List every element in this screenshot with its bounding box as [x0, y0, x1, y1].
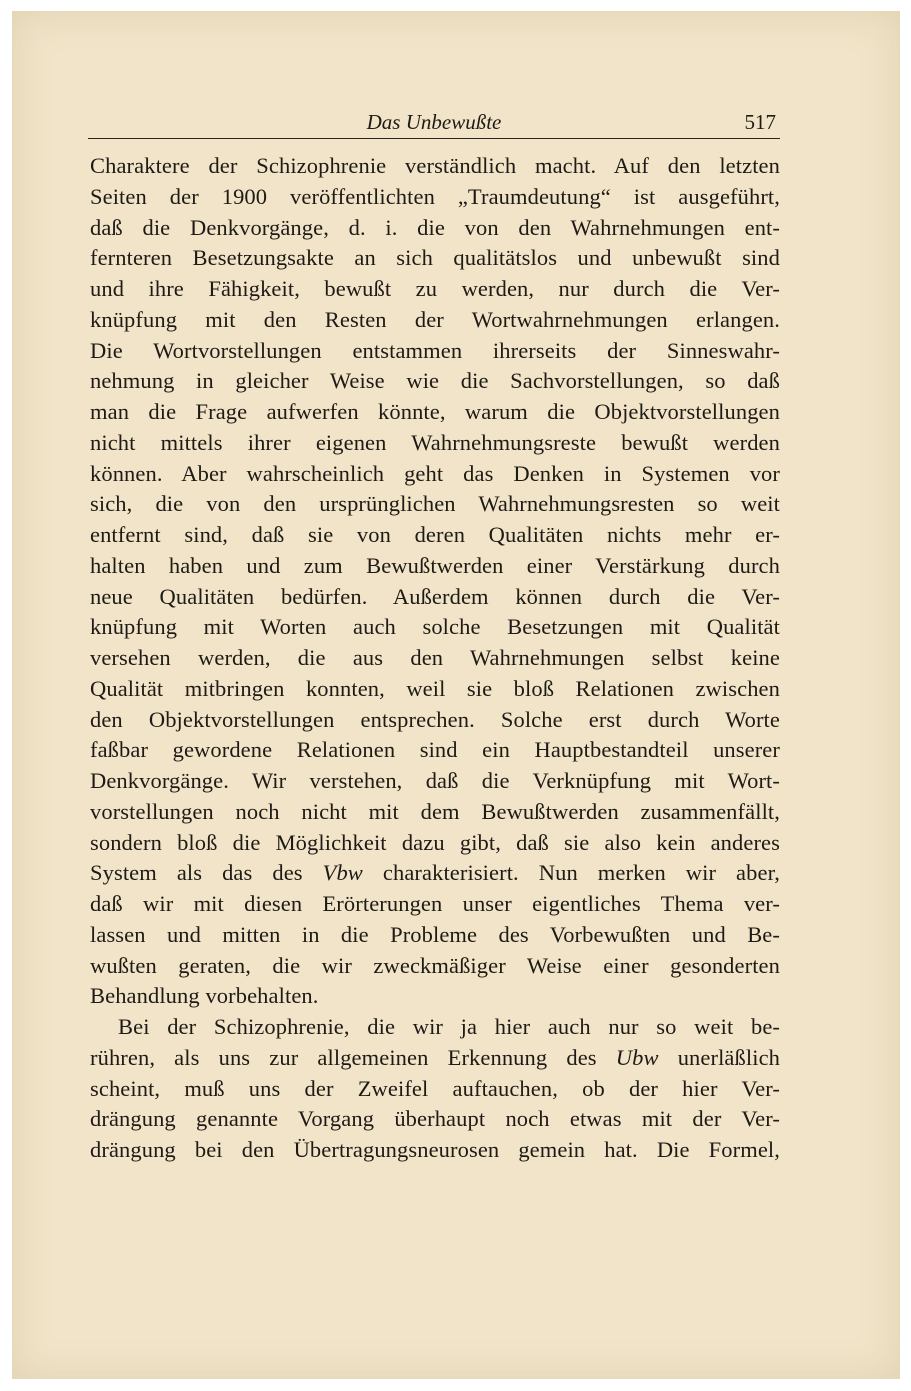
text-line: drängung genannte Vorgang überhaupt noch etwas mit der Ver- — [90, 1106, 780, 1132]
text-line: wußten geraten, die wir zweckmäßiger Weise einer gesonderten — [90, 952, 780, 978]
text-line: nicht mittels ihrer eigenen Wahrnehmungsreste bewußt werden — [90, 429, 780, 455]
header-rule — [88, 138, 780, 139]
text-line: Die Wortvorstellungen entstammen ihrerseits der Sinneswahr- — [90, 337, 780, 363]
page-number: 517 — [744, 110, 776, 134]
running-head — [88, 104, 780, 134]
text-line: fernteren Besetzungsakte an sich qualitätslos und unbewußt sind — [90, 245, 780, 271]
text-line: Charaktere der Schizophrenie verständlich macht. Auf den letzten — [90, 153, 780, 178]
text-line: lassen und mitten in die Probleme des Vorbewußten und Be- — [90, 921, 780, 947]
text-line: man die Frage aufwerfen könnte, warum die Objektvorstellungen — [90, 399, 780, 424]
text-line: sich, die von den ursprünglichen Wahrnehmungsresten so weit — [90, 491, 780, 517]
text-line: den Objektvorstellungen entsprechen. Solche erst durch Worte — [90, 706, 780, 732]
text-line: daß wir mit diesen Erörterungen unser eigentliches Thema ver- — [90, 891, 780, 916]
text-line: scheint, muß uns der Zweifel auftauchen, ob der hier Ver- — [90, 1075, 780, 1101]
text-line: vorstellungen noch nicht mit dem Bewußtwerden zusammenfällt, — [90, 798, 780, 824]
text-line: versehen werden, die aus den Wahrnehmungen selbst keine — [90, 645, 780, 670]
text-line: können. Aber wahrscheinlich geht das Denken in Systemen vor — [90, 460, 780, 486]
text-line: und ihre Fähigkeit, bewußt zu werden, nur durch die Ver- — [90, 276, 780, 301]
running-head-title: Das Unbewußte — [366, 110, 502, 134]
text-line: Seiten der 1900 veröffentlichten „Traumdeutung“ ist ausgeführt, — [90, 183, 780, 209]
text-line: Qualität mitbringen konnten, weil sie bloß Relationen zwischen — [90, 675, 780, 701]
text-line: halten haben und zum Bewußtwerden einer Verstärkung durch — [90, 552, 780, 578]
text-line: rühren, als uns zur allgemeinen Erkennung des Ubw unerläßlich — [90, 1044, 781, 1070]
text-line: nehmung in gleicher Weise wie die Sachvorstellungen, so daß — [90, 368, 780, 394]
text-line: System als das des Vbw charakterisiert. Nun merken wir aber, — [90, 860, 780, 886]
text-line: drängung bei den Übertragungsneurosen gemein hat. Die Formel, — [90, 1137, 780, 1162]
text-line: daß die Denkvorgänge, d. i. die von den Wahrnehmungen ent- — [90, 214, 780, 240]
text-line: neue Qualitäten bedürfen. Außerdem können durch die Ver- — [90, 583, 780, 609]
text-line: sondern bloß die Möglichkeit dazu gibt, daß sie also kein anderes — [90, 829, 780, 855]
text-line: Behandlung vorbehalten. — [90, 983, 319, 1009]
text-line: entfernt sind, daß sie von deren Qualitäten nichts mehr er- — [90, 522, 780, 547]
text-line: Bei der Schizophrenie, die wir ja hier auch nur so weit be- — [118, 1014, 780, 1039]
text-line: knüpfung mit den Resten der Wortwahrnehmungen erlangen. — [90, 306, 780, 332]
text-line: faßbar gewordene Relationen sind ein Hauptbestandteil unserer — [90, 737, 780, 763]
text-line: Denkvorgänge. Wir verstehen, daß die Verknüpfung mit Wort- — [90, 768, 780, 793]
text-line: knüpfung mit Worten auch solche Besetzungen mit Qualität — [90, 614, 780, 640]
body-text — [90, 151, 780, 1166]
